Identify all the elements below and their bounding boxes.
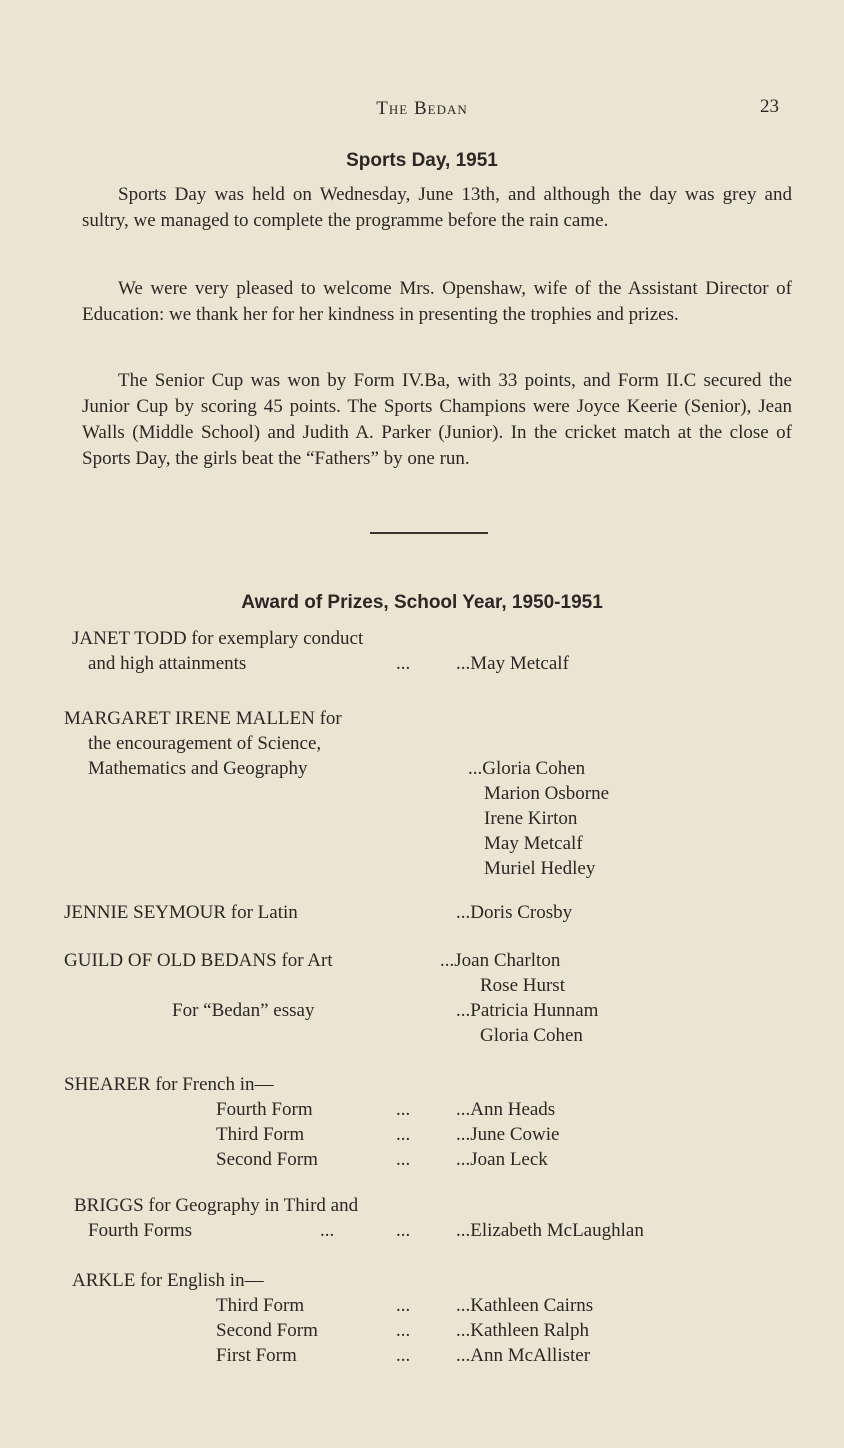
arkle-dots: ... <box>396 1295 411 1316</box>
shearer-winner: ...Joan Leck <box>456 1149 548 1170</box>
briggs-prize-line-1: BRIGGS for Geography in Third and <box>74 1195 359 1216</box>
todd-winner: ...May Metcalf <box>456 653 569 674</box>
shearer-dots: ... <box>396 1099 411 1120</box>
sports-day-paragraph-2: We were very pleased to welcome Mrs. Openshaw, wife of the Assistant Director of Education: we thank her for her kindness in presenting the trophies and prizes. <box>82 278 792 325</box>
shearer-form: Fourth Form <box>216 1099 313 1120</box>
section-divider <box>370 532 488 534</box>
arkle-winner: ...Kathleen Ralph <box>456 1320 589 1341</box>
mallen-winner: May Metcalf <box>484 833 583 854</box>
page-number: 23 <box>760 96 779 117</box>
arkle-dots: ... <box>396 1320 411 1341</box>
arkle-winner: ...Kathleen Cairns <box>456 1295 594 1316</box>
arkle-winner: ...Ann McAllister <box>456 1345 591 1366</box>
guild-winner: ...Joan Charlton <box>440 950 561 971</box>
todd-prize-line-2: and high attainments <box>88 653 247 674</box>
shearer-prize-label: SHEARER for French in— <box>64 1074 274 1095</box>
running-header-title: The Bedan <box>376 98 468 119</box>
mallen-winner: ...Gloria Cohen <box>468 758 586 779</box>
briggs-winner: ...Elizabeth McLaughlan <box>456 1220 644 1241</box>
shearer-winner: ...Ann Heads <box>456 1099 556 1120</box>
shearer-winner: ...June Cowie <box>456 1124 560 1145</box>
todd-dots: ... <box>396 653 411 674</box>
todd-prize-line-1: JANET TODD for exemplary conduct <box>72 628 364 649</box>
guild-essay-winner: Gloria Cohen <box>480 1025 583 1046</box>
mallen-winner: Marion Osborne <box>484 783 610 804</box>
briggs-dots: ... <box>396 1220 411 1241</box>
mallen-prize-line-3: Mathematics and Geography <box>88 758 308 779</box>
guild-essay-winner: ...Patricia Hunnam <box>456 1000 599 1021</box>
mallen-winner: Irene Kirton <box>484 808 578 829</box>
shearer-dots: ... <box>396 1124 411 1145</box>
arkle-dots: ... <box>396 1345 411 1366</box>
shearer-form: Second Form <box>216 1149 318 1170</box>
sports-day-paragraph-3: The Senior Cup was won by Form IV.Ba, with 33 points, and Form II.C secured the Junior Cup by scoring 45 points. The Sports Champions were Joyce Keerie (Senior), Jean Walls (Middle School) and Judith A. Parker (Junior). In the cricket match at the close of Sports Day, the girls beat the “Fathers” by one run. <box>82 370 792 469</box>
mallen-prize-line-1: MARGARET IRENE MALLEN for <box>64 708 342 729</box>
sports-day-paragraph-1: Sports Day was held on Wednesday, June 13th, and although the day was grey and sultry, we managed to complete the programme before the rain came. <box>82 184 792 231</box>
mallen-prize-line-2: the encouragement of Science, <box>88 733 322 754</box>
guild-winner: Rose Hurst <box>480 975 565 996</box>
arkle-form: Third Form <box>216 1295 305 1316</box>
shearer-dots: ... <box>396 1149 411 1170</box>
briggs-prize-line-2: Fourth Forms <box>88 1220 192 1241</box>
seymour-winner: ...Doris Crosby <box>456 902 573 923</box>
guild-essay-label: For “Bedan” essay <box>172 1000 315 1021</box>
guild-prize-label: GUILD OF OLD BEDANS for Art <box>64 950 333 971</box>
seymour-prize-label: JENNIE SEYMOUR for Latin <box>64 902 298 923</box>
sports-day-heading: Sports Day, 1951 <box>346 150 498 171</box>
awards-heading: Award of Prizes, School Year, 1950-1951 <box>241 592 603 613</box>
briggs-dots: ... <box>320 1220 335 1241</box>
arkle-form: First Form <box>216 1345 297 1366</box>
arkle-form: Second Form <box>216 1320 318 1341</box>
mallen-winner: Muriel Hedley <box>484 858 596 879</box>
shearer-form: Third Form <box>216 1124 305 1145</box>
arkle-prize-label: ARKLE for English in— <box>72 1270 264 1291</box>
